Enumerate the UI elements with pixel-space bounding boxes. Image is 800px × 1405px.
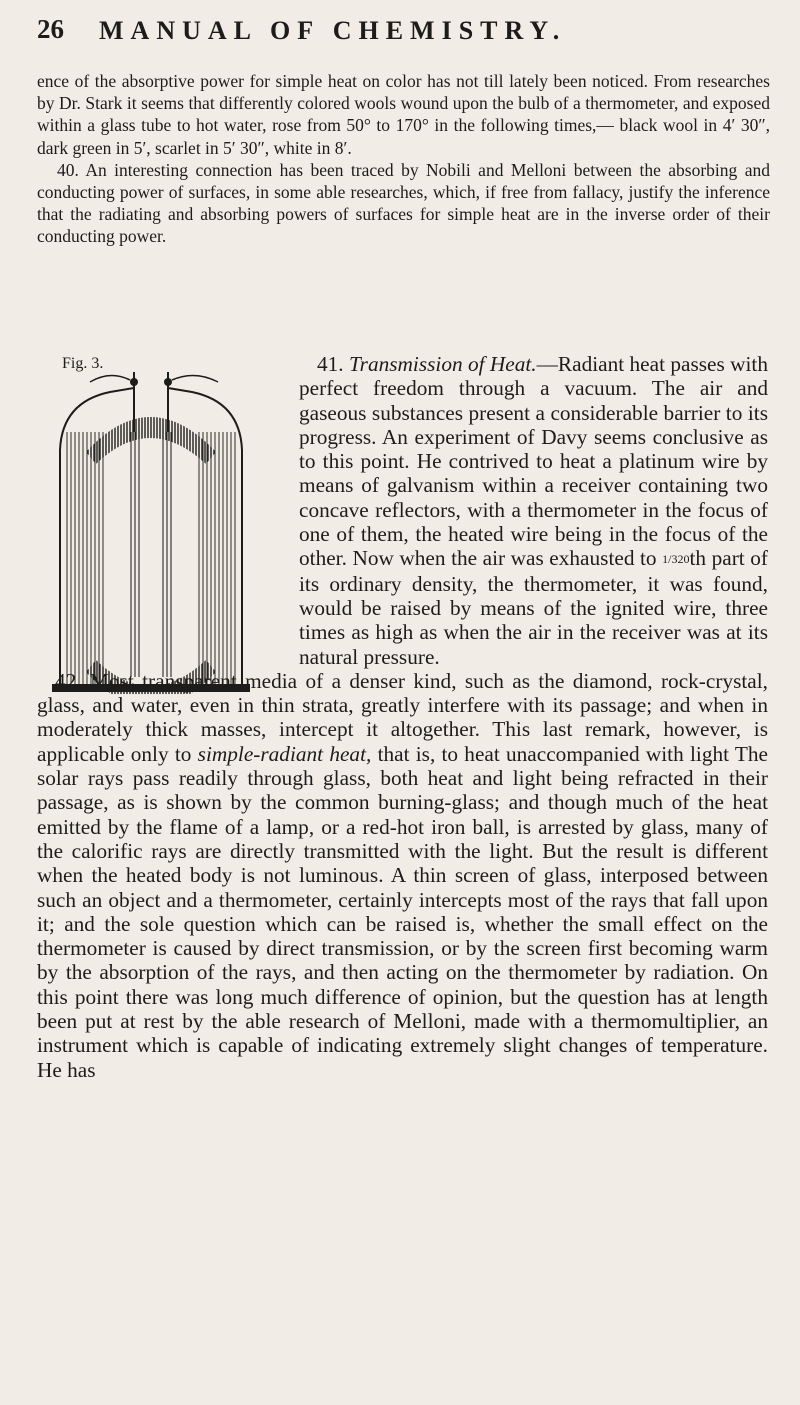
paragraph-40: 40. An interesting connection has been traced by Nobili and Melloni between the absorbing and conducting power of surfaces, in some able researches, which, if free from fallacy, justify the inference that the radiating and absorbing powers of surfaces for simple heat are in the inverse order of their conducting power. [37, 159, 770, 247]
small-print-section [37, 70, 770, 248]
section-42 [37, 669, 768, 1082]
section-41-number: 41. [317, 352, 344, 376]
page-header [37, 14, 767, 54]
paragraph-absorptive-power: ence of the absorptive power for simple heat on color has not till lately been noticed. From researches by Dr. Stark it seems that differently colored wools wound upon the bulb of a thermometer, and exposed within a glass tube to hot water, rose from 50° to 170° in the following times,— black wool in 4′ 30″, dark green in 5′, scarlet in 5′ 30″, white in 8′. [37, 71, 770, 158]
section-41-text: —Radiant heat passes with perfect freedom through a vacuum. The air and gaseous substances present a considerable barrier to its progress. An experiment of Davy seems conclusive as to this point. He contrived to heat a platinum wire by means of galvanism within a receiver containing two concave reflectors, with a thermometer in the focus of one of them, the heated wire being in the focus of the other. Now when the air was exhausted to [299, 352, 768, 571]
section-42-text-2: that is, to heat unaccompanied with light The solar rays pass readily through glass, both heat and light being refracted in their passage, as is shown by the common burning-glass; and though much of the heat emitted by the flame of a lamp, or a red-hot iron ball, is arrested by glass, many of the calorific rays are directly transmitted with the light. But the result is different when the heated body is not luminous. A thin screen of glass, interposed between such an object and a thermometer, certainly intercepts most of the rays that fall upon it; and the sole question which can be raised is, whether the small effect on the thermometer is caused by direct transmission, or by the screen first becoming warm by the absorption of the rays, and then acting on the thermometer by radiation. On this point there was long much difference of opinion, but the question has at length been put at rest by the able research of Melloni, made with a thermomultiplier, an instrument which is capable of indicating extremely slight changes of temperature. He has [37, 741, 769, 1082]
section-41-text-end: th part of its ordinary density, the thermometer, it was found, would be raised by means of the ignited wire, three times as high as when the air in the receiver was at its natural pressure. [299, 546, 768, 669]
section-42-text-1: Most transparent media of a denser kind, such as the diamond, rock-crystal, glass, and water, even in thin strata, greatly interfere with its passage; and when in moderately thick masses, intercept it altogether. This last remark, however, is applicable only to [37, 668, 768, 766]
section-41-title: Transmission of Heat. [348, 352, 537, 376]
section-41 [299, 352, 768, 669]
figure-label: Fig. 3. [62, 355, 104, 372]
page-number: 26 [37, 14, 64, 44]
fraction: 1/320 [662, 552, 690, 567]
section-42-emphasis: simple-radiant heat, [197, 741, 372, 766]
main-text [37, 352, 768, 1082]
running-title: MANUAL OF CHEMISTRY. [99, 16, 567, 45]
section-42-number: 42. [55, 668, 82, 693]
